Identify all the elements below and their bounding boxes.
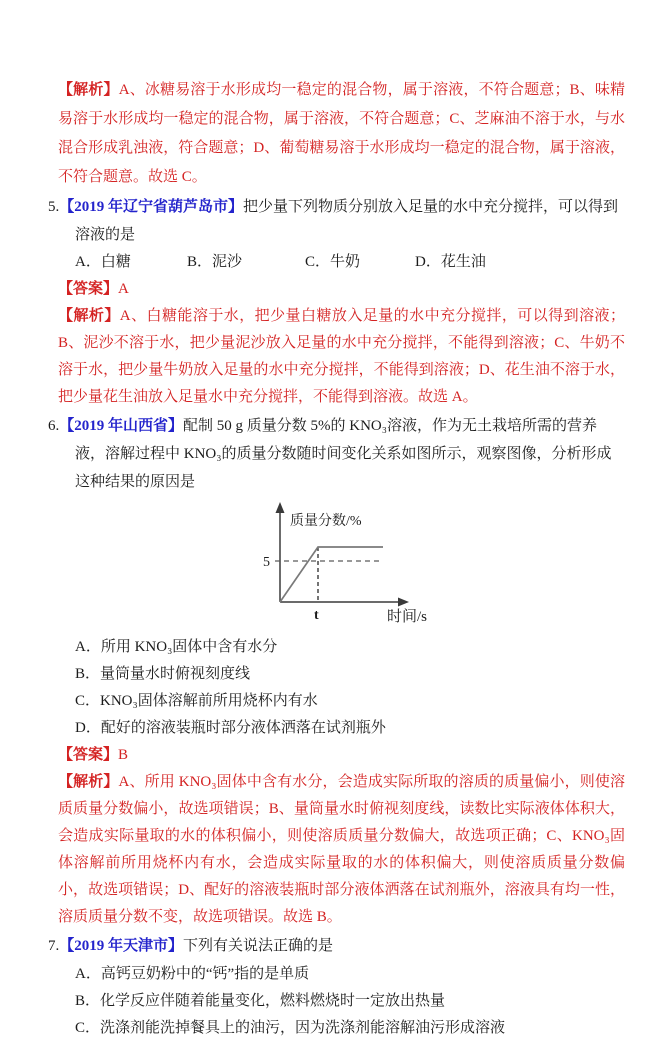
question-source-tag: 【2019 年山西省】	[59, 418, 184, 434]
option: D．花生油	[415, 254, 486, 270]
q5-options-row	[75, 249, 661, 276]
option: B．化学反应伴随着能量变化，燃料燃烧时一定放出热量	[75, 993, 446, 1009]
question-stem-text: 把少量下列物质分别放入足量的水中充分搅拌，可以得到溶液的是	[75, 199, 619, 243]
analysis-text: A、冰糖易溶于水形成均一稳定的混合物，属于溶液，不符合题意；B、味精易溶于水形成均一稳定的混合物，属于溶液，不符合题意；C、芝麻油不溶于水，与水混合形成乳浊液，符合题意；D、葡萄糖易溶于水形成均一稳定的混合物，属于溶液，不符合题意。故选 C。	[58, 82, 625, 185]
option: A．高钙豆奶粉中的“钙”指的是单质	[75, 966, 310, 982]
option: B．泥沙	[187, 254, 243, 270]
option: D．配好的溶液装瓶时部分液体洒落在试剂瓶外	[75, 720, 386, 736]
answer-label: 【答案】	[58, 747, 119, 763]
y-axis-title: 质量分数/%	[290, 514, 362, 529]
option: A．白糖	[75, 254, 131, 270]
q6-analysis-paragraph	[58, 769, 625, 931]
mass-fraction-series-line	[280, 547, 383, 602]
y-tick-label: 5	[263, 555, 270, 570]
q6-options-list	[75, 634, 625, 742]
question-source-tag: 【2019 年辽宁省葫芦岛市】	[59, 199, 244, 215]
y-axis-arrow-icon	[276, 502, 285, 513]
option: C．洗涤剂能洗掉餐具上的油污，因为洗涤剂能溶解油污形成溶液	[75, 1020, 506, 1036]
q7-options-list	[75, 961, 625, 1042]
q6-answer-line	[58, 742, 625, 769]
analysis-label: 【解析】	[58, 308, 120, 324]
question-number: 5.	[48, 199, 60, 215]
q4-analysis-paragraph	[58, 76, 625, 192]
x-axis-arrow-icon	[398, 598, 409, 607]
answer-value: A	[118, 281, 129, 297]
mass-fraction-time-chart	[252, 499, 464, 625]
option: A．所用 KNO₃固体中含有水分	[75, 639, 278, 655]
q5-analysis-paragraph	[58, 303, 625, 411]
analysis-label: 【解析】	[58, 82, 119, 98]
question-number: 7.	[48, 938, 60, 954]
option: C．KNO₃固体溶解前所用烧杯内有水	[75, 693, 318, 709]
q5-answer-line	[58, 276, 625, 303]
q6-figure	[252, 499, 661, 630]
x-tick-label: t	[314, 608, 319, 623]
answer-value: B	[118, 747, 129, 763]
question-stem-text: 配制 50 g 质量分数 5%的 KNO₃溶液，作为无土栽培所需的营养液，溶解过程中 KNO₃的质量分数随时间变化关系如图所示，观察图像，分析形成这种结果的原因是	[75, 418, 612, 490]
question-number: 6.	[48, 418, 60, 434]
answer-label: 【答案】	[58, 281, 119, 297]
analysis-text: A、白糖能溶于水，把少量白糖放入足量的水中充分搅拌，可以得到溶液；B、泥沙不溶于水，把少量泥沙放入足量的水中充分搅拌，不能得到溶液；C、牛奶不溶于水，把少量牛奶放入足量的水中充分搅拌，不能得到溶液；D、花生油不溶于水，把少量花生油放入足量水中充分搅拌，不能得到溶液。故选 A。	[58, 308, 625, 405]
question-7-stem	[48, 932, 625, 960]
question-source-tag: 【2019 年天津市】	[59, 938, 184, 954]
question-5-stem	[48, 193, 625, 249]
x-axis-title: 时间/s	[386, 609, 428, 625]
option: C．牛奶	[305, 254, 361, 270]
question-stem-text: 下列有关说法正确的是	[183, 938, 334, 954]
analysis-text: A、所用 KNO₃固体中含有水分，会造成实际所取的溶质的质量偏小，则使溶质质量分数偏小，故选项错误；B、量筒量水时俯视刻度线，读数比实际液体体积大，会造成实际量取的水的体积偏小，则使溶质质量分数偏大，故选项正确；C、KNO₃固体溶解前所用烧杯内有水，会造成实际量取的水的体积偏大，则使溶质质量分数偏小，故选项错误；D、配好的溶液装瓶时部分液体洒落在试剂瓶外，溶液具有均一性，溶质质量分数不变，故选项错误。故选 B。	[58, 774, 625, 925]
analysis-label: 【解析】	[58, 774, 119, 790]
question-6-stem	[48, 412, 625, 496]
option: B．量筒量水时俯视刻度线	[75, 666, 251, 682]
